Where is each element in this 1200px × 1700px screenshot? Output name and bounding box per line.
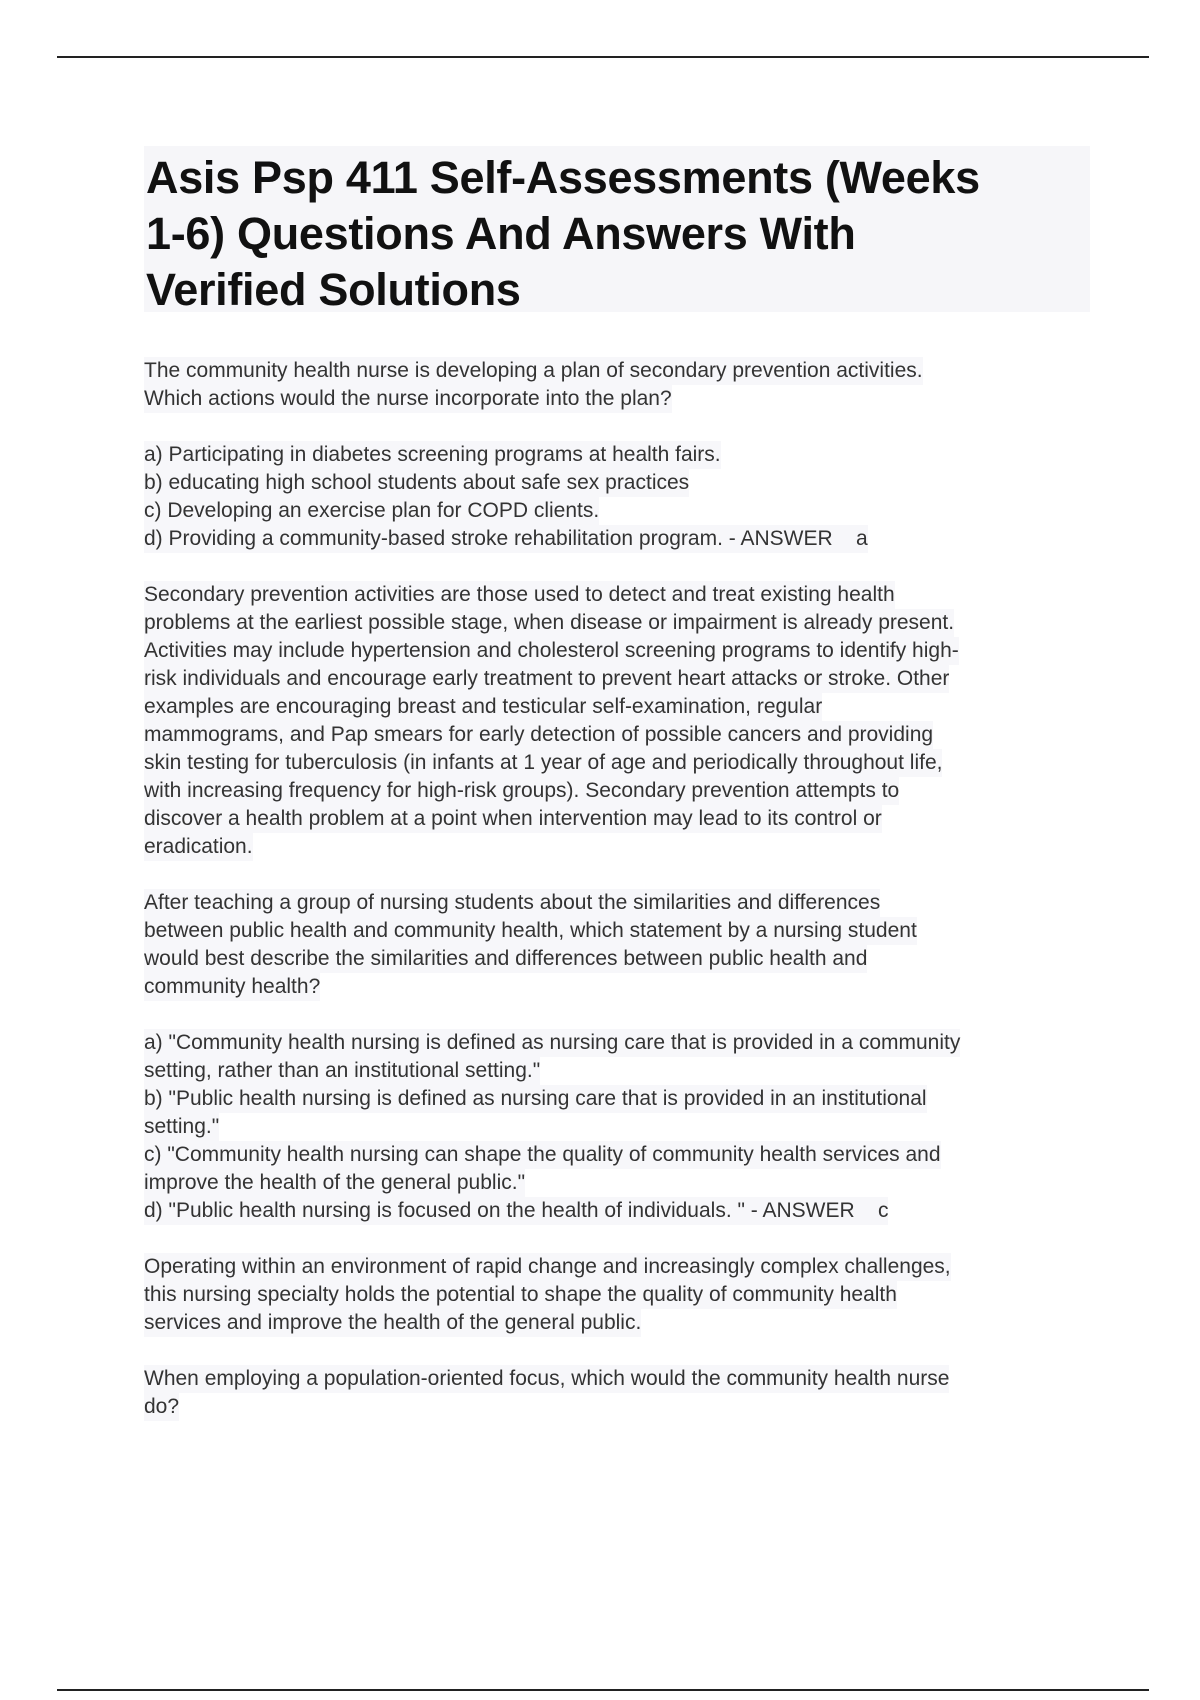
question-line: would best describe the similarities and differences between public health and [144,945,867,973]
question-line: When employing a population-oriented focus, which would the community health nurse [144,1365,949,1393]
question-line: After teaching a group of nursing students about the similarities and differences [144,889,880,917]
explanation-line: Operating within an environment of rapid change and increasingly complex challenges, [144,1253,951,1281]
options-line: a) "Community health nursing is defined as nursing care that is provided in a community [144,1029,960,1057]
options-block [144,441,1094,553]
options-line: c) Developing an exercise plan for COPD clients. [144,497,599,525]
question-line: community health? [144,973,320,1001]
explanation-line: mammograms, and Pap smears for early detection of possible cancers and providing [144,721,933,749]
options-block [144,1029,1094,1225]
explanation-line: this nursing specialty holds the potential to shape the quality of community health [144,1281,897,1309]
explanation-line: discover a health problem at a point when intervention may lead to its control or [144,805,882,833]
document-title [144,146,1090,318]
question-block [144,889,1094,1001]
title-line: Asis Psp 411 Self-Assessments (Weeks [146,152,980,203]
explanation-line: skin testing for tuberculosis (in infants at 1 year of age and periodically throughout life, [144,749,942,777]
question-block [144,357,1094,413]
explanation-block [144,581,1094,861]
options-line: setting." [144,1113,219,1141]
options-line: d) "Public health nursing is focused on the health of individuals. " - ANSWER c [144,1197,888,1225]
explanation-line: risk individuals and encourage early treatment to prevent heart attacks or stroke. Other [144,665,949,693]
document-body [144,357,1094,1449]
explanation-line: problems at the earliest possible stage, when disease or impairment is already present. [144,609,954,637]
options-line: a) Participating in diabetes screening programs at health fairs. [144,441,721,469]
title-box [144,146,1090,315]
options-line: b) "Public health nursing is defined as nursing care that is provided in an institutional [144,1085,927,1113]
question-line: do? [144,1393,179,1421]
explanation-line: examples are encouraging breast and testicular self-examination, regular [144,693,822,721]
explanation-line: Activities may include hypertension and cholesterol screening programs to identify high- [144,637,959,665]
options-line: b) educating high school students about safe sex practices [144,469,689,497]
top-divider [57,56,1149,58]
title-line: 1-6) Questions And Answers With [146,208,856,259]
title-line: Verified Solutions [146,264,521,315]
explanation-line: Secondary prevention activities are those used to detect and treat existing health [144,581,895,609]
explanation-line: with increasing frequency for high-risk groups). Secondary prevention attempts to [144,777,899,805]
explanation-block [144,1253,1094,1337]
options-line: setting, rather than an institutional setting." [144,1057,540,1085]
explanation-line: eradication. [144,833,253,861]
question-line: The community health nurse is developing a plan of secondary prevention activities. [144,357,923,385]
bottom-divider [57,1689,1149,1691]
explanation-line: services and improve the health of the general public. [144,1309,641,1337]
question-block [144,1365,1094,1421]
question-line: between public health and community health, which statement by a nursing student [144,917,917,945]
question-line: Which actions would the nurse incorporate into the plan? [144,385,672,413]
options-line: improve the health of the general public." [144,1169,525,1197]
options-line: d) Providing a community-based stroke rehabilitation program. - ANSWER a [144,525,868,553]
options-line: c) "Community health nursing can shape the quality of community health services and [144,1141,941,1169]
